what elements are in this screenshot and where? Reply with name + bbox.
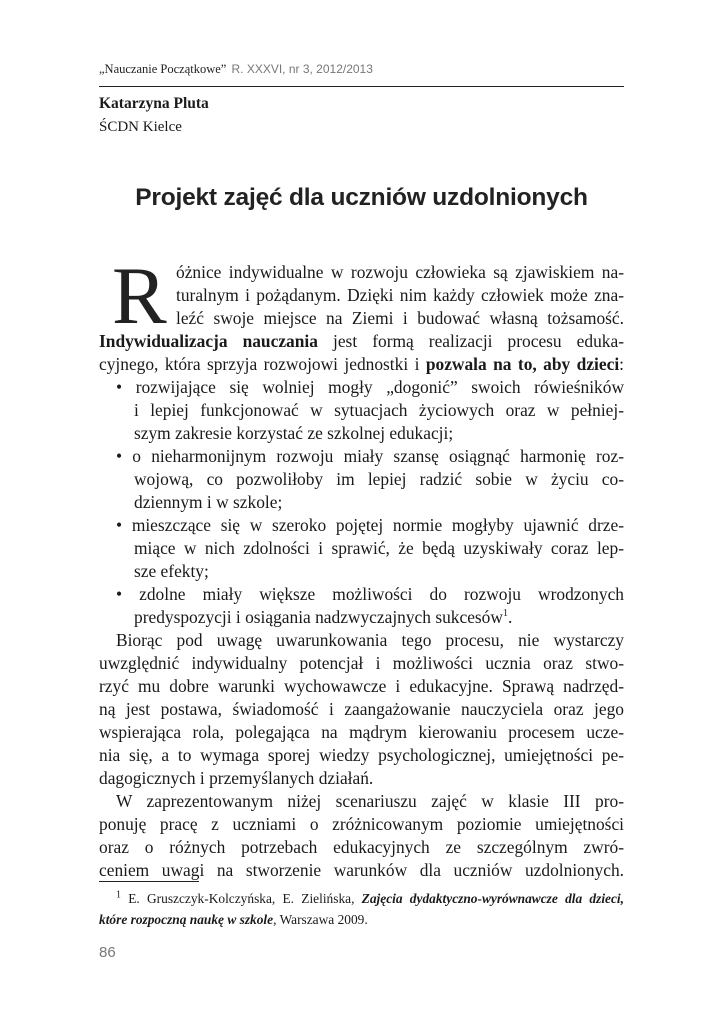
body-line: rzyć mu dobre warunki wychowawcze i edukacyjne. Sprawą nadrzęd- — [99, 676, 624, 696]
footnote-title: które rozpoczną naukę w szkole — [99, 912, 274, 927]
body-text: cyjnego, która sprzyja rozwojowi jednostki i — [99, 354, 426, 374]
bullet-line: miące w nich zdolności i sprawić, że będą uzyskiwały coraz lep- — [134, 538, 624, 558]
body-line: dagogicznych i przemyślanych działań. — [99, 768, 374, 788]
body-text: . — [507, 607, 513, 627]
bullet-item: • rozwijające się wolniej mogły „dogonić” swoich rówieśników — [116, 377, 624, 397]
footnote-ref[interactable]: 1 — [502, 608, 508, 620]
body-line — [99, 353, 624, 376]
emphasis-text: pozwala na to, aby dzieci — [425, 354, 620, 374]
footnote-line — [99, 910, 368, 930]
bullet-line — [134, 606, 624, 629]
footnote — [116, 889, 624, 909]
body-line: leźć swoje miejsce na Ziemi i budować własną tożsamość. — [176, 308, 624, 328]
body-line: turalnym i pożądanym. Dzięki nim każdy człowiek może zna- — [176, 285, 624, 305]
body-line: Biorąc pod uwagę uwarunkowania tego procesu, nie wystarczy — [116, 630, 624, 650]
footnote-marker: 1 — [116, 889, 121, 901]
bullet-item: • mieszczące się w szeroko pojętej normie mogłyby ujawnić drze- — [116, 515, 624, 535]
body-text: predyspozycji i osiągania nadzwyczajnych sukcesów — [134, 607, 503, 627]
emphasis-text: Indywidualizacja nauczania — [99, 331, 318, 351]
footnote-rule — [99, 881, 199, 882]
body-line: ponuję pracę z uczniami o zróżnicowanym poziomie umiejętności — [99, 814, 624, 834]
body-line: ną jest postawa, świadomość i zaangażowanie nauczyciela oraz jego — [99, 699, 624, 719]
body-line: óżnice indywidualne w rozwoju człowieka są zjawiskiem na- — [176, 262, 624, 282]
body-line: oraz o różnych potrzebach edukacyjnych ze szczególnym zwró- — [99, 837, 624, 857]
bullet-line: dziennym i w szkole; — [134, 492, 283, 512]
bullet-line: szym zakresie korzystać ze szkolnej edukacji; — [134, 423, 454, 443]
body-line: nia się, a to wymaga sporej wiedzy psychologicznej, umiejętności pe- — [99, 745, 624, 765]
author-name: Katarzyna Pluta — [99, 95, 209, 112]
bullet-line: wojową, co pozwoliłoby im lepiej radzić sobie w życiu co- — [134, 469, 624, 489]
body-text: : — [619, 354, 624, 374]
footnote-title: Zajęcia dydaktyczno-wyrównawcze dla dzieci, — [361, 891, 624, 906]
journal-name: „Nauczanie Początkowe” — [99, 62, 227, 76]
body-line: ceniem uwagi na stworzenie warunków dla uczniów uzdolnionych. — [99, 860, 624, 880]
footnote-authors: E. Gruszczyk-Kolczyńska, E. Zielińska, — [121, 891, 362, 906]
body-text: jest formą realizacji procesu eduka- — [317, 331, 624, 351]
bullet-line: sze efekty; — [134, 561, 209, 581]
footnote-tail: , Warszawa 2009. — [273, 912, 368, 927]
bullet-item: • zdolne miały większe możliwości do rozwoju wrodzonych — [116, 584, 624, 604]
bullet-item: • o nieharmonijnym rozwoju miały szansę osiągnąć harmonię roz- — [116, 446, 624, 466]
body-line — [99, 330, 624, 353]
running-head — [99, 62, 624, 77]
article-title: Projekt zajęć dla uczniów uzdolnionych — [135, 184, 588, 211]
body-line: uwzględnić indywidualny potencjał i możliwości ucznia oraz stwo- — [99, 653, 624, 673]
page-number: 86 — [99, 944, 116, 961]
author-affiliation: ŚCDN Kielce — [99, 119, 182, 135]
body-line: wspierająca rola, polegająca na mądrym kierowaniu procesem ucze- — [99, 722, 624, 742]
body-line: W zaprezentowanym niżej scenariuszu zajęć w klasie III pro- — [116, 791, 624, 811]
drop-cap: R — [112, 250, 167, 341]
header-rule — [99, 86, 624, 87]
bullet-line: i lepiej funkcjonować w sytuacjach życiowych oraz w pełniej- — [134, 400, 624, 420]
issue-info: R. XXXVI, nr 3, 2012/2013 — [231, 62, 373, 76]
